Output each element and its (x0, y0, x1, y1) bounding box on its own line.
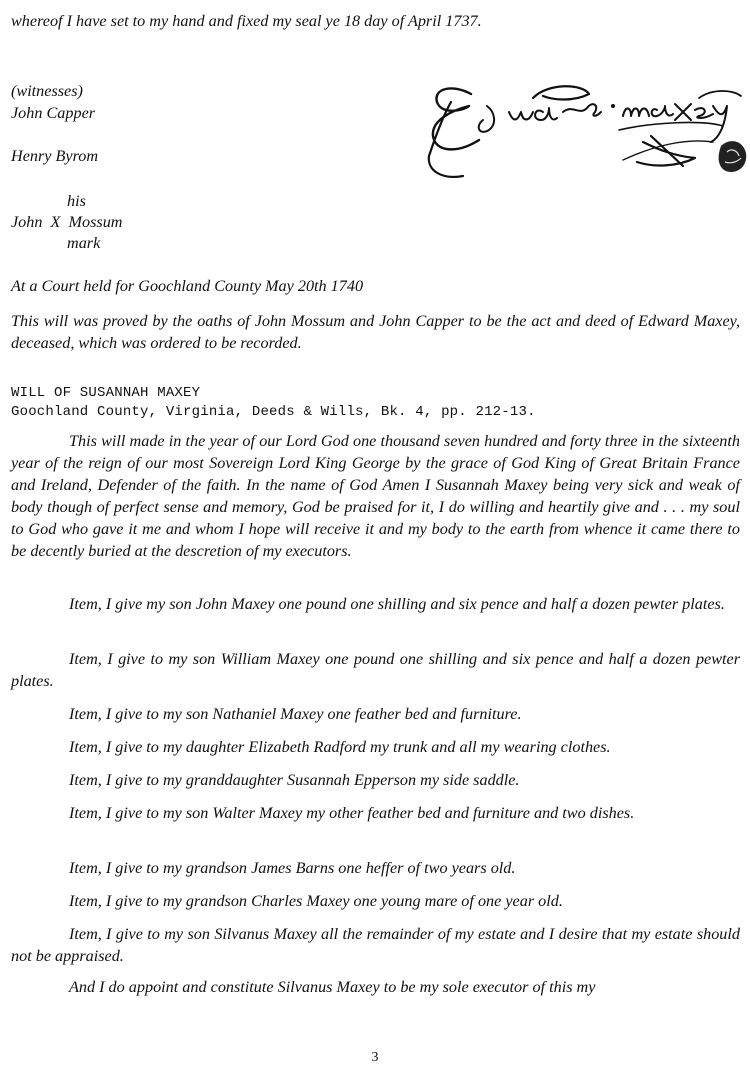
bequest-paragraph: Item, I give to my son Nathaniel Maxey one feather bed and furniture. (69, 705, 522, 723)
mark-name: John X Mossum (11, 213, 123, 231)
bequest-paragraph: Item, I give my son John Maxey one pound one shilling and six pence and half a dozen pewter plates. (69, 595, 725, 613)
section-source: Goochland County, Virginia, Deeds & Wills, Bk. 4, pp. 212-13. (11, 404, 536, 420)
witnesses-label: (witnesses) (11, 82, 83, 100)
executor-paragraph: And I do appoint and constitute Silvanus Maxey to be my sole executor of this my (69, 978, 596, 996)
proved-paragraph: This will was proved by the oaths of John Mossum and John Capper to be the act and deed of Edward Maxey, deceased, which was ordered to be recorded. (11, 312, 740, 352)
bequest-paragraph: Item, I give to my son Walter Maxey my other feather bed and furniture and two dishes. (69, 804, 635, 822)
page-number: 3 (371, 1050, 379, 1065)
witness-name: Henry Byrom (11, 147, 99, 165)
court-line: At a Court held for Goochland County May 20th 1740 (11, 277, 364, 295)
section-title: WILL OF SUSANNAH MAXEY (11, 385, 201, 401)
witness-name: John Capper (11, 104, 96, 122)
handwritten-signature (423, 76, 748, 184)
mark-above: his (67, 192, 86, 210)
mark-below: mark (67, 234, 101, 252)
bequest-paragraph: Item, I give to my daughter Elizabeth Radford my trunk and all my wearing clothes. (69, 738, 611, 756)
bequest-paragraph: Item, I give to my son Silvanus Maxey all the remainder of my estate and I desire that my estate should not be appraised. (11, 925, 740, 965)
bequest-paragraph: Item, I give to my grandson James Barns one heffer of two years old. (69, 859, 516, 877)
bequest-paragraph: Item, I give to my grandson Charles Maxey one young mare of one year old. (69, 892, 563, 910)
will-paragraph: This will made in the year of our Lord God one thousand seven hundred and forty three in the sixteenth year of the reign of our most Sovereign Lord King George by the grace of God King of Great Britain France and Ireland, Defender of the faith. In the name of God Amen I Susannah Maxey being very sick and weak of body though of perfect sense and memory, God be praised for it, I do willing and heartily give and . . . my soul to God who gave it me and whom I hope will receive it and my body to the earth from whence it came there to be decently buried at the descretion of my executors. (11, 432, 740, 560)
bequest-paragraph: Item, I give to my granddaughter Susannah Epperson my side saddle. (69, 771, 520, 789)
header-line: whereof I have set to my hand and fixed my seal ye 18 day of April 1737. (11, 12, 482, 30)
bequest-paragraph: Item, I give to my son William Maxey one pound one shilling and six pence and half a dozen pewter plates. (11, 650, 740, 690)
